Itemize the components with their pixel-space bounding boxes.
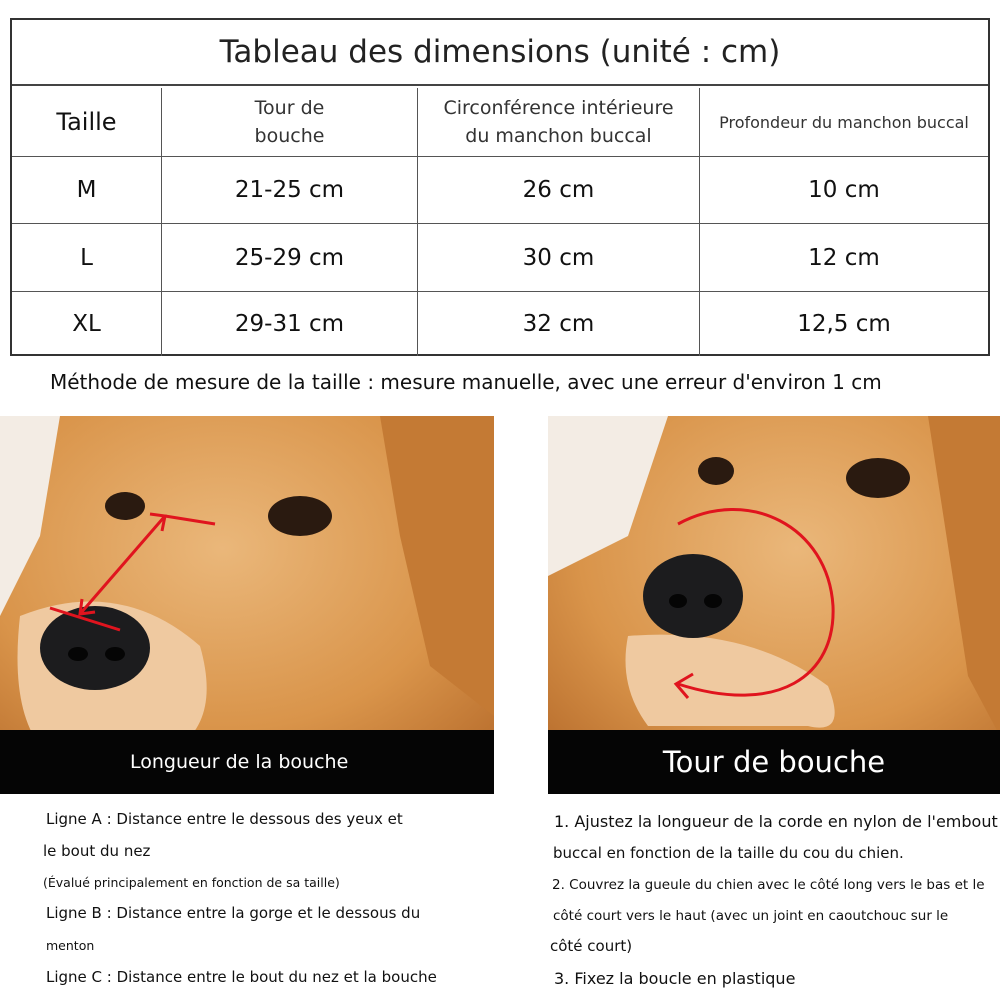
dog-eye-left [698, 457, 734, 485]
mouth-length-photo [0, 416, 494, 794]
instruction-step-1: 1. Ajustez la longueur de la corde en nylon de l'embout [554, 812, 998, 831]
circ-cell: 32 cm [418, 292, 700, 356]
dog-nose [40, 606, 150, 690]
instruction-line-c: Ligne C : Distance entre le bout du nez et la bouche [46, 968, 437, 986]
instruction-step-2-end: côté court) [550, 937, 633, 955]
dog-eye-right [846, 458, 910, 498]
dog-nose [643, 554, 743, 638]
header-size: Taille [12, 88, 162, 156]
instruction-step-2-cont: côté court vers le haut (avec un joint en caoutchouc sur le [553, 908, 949, 924]
table-row [12, 224, 988, 292]
instruction-step-1-cont: buccal en fonction de la taille du cou du chien. [553, 844, 904, 862]
circ-cell: 26 cm [418, 157, 700, 223]
table-row [12, 157, 988, 224]
header-mouth [162, 88, 418, 156]
table-header-row [12, 88, 988, 157]
caption-mouth-length: Longueur de la bouche [0, 730, 494, 794]
caption-mouth-circumference: Tour de bouche [548, 730, 1000, 794]
instruction-line-a: Ligne A : Distance entre le dessous des yeux et [46, 810, 403, 828]
size-cell: L [12, 224, 162, 291]
mouth-circumference-photo [548, 416, 1000, 794]
size-cell: XL [12, 292, 162, 356]
depth-cell: 12 cm [808, 244, 880, 271]
header-mouth-line2: bouche [254, 125, 325, 147]
instruction-line-b: Ligne B : Distance entre la gorge et le dessous du [46, 904, 421, 922]
header-circ-line2: du manchon buccal [465, 125, 652, 147]
header-circ-line1: Circonférence intérieure [443, 97, 674, 119]
instruction-line-a-note: (Évalué principalement en fonction de sa taille) [43, 875, 340, 890]
instruction-step-3: 3. Fixez la boucle en plastique [554, 969, 796, 988]
table-row [12, 292, 988, 356]
dog-eye-left [105, 492, 145, 520]
measurement-method-note: Méthode de mesure de la taille : mesure manuelle, avec une erreur d'environ 1 cm [50, 370, 882, 394]
size-cell: M [12, 157, 162, 223]
depth-cell: 12,5 cm [797, 311, 891, 337]
header-mouth-line1: Tour de [254, 97, 325, 119]
instruction-line-a-cont: le bout du nez [43, 842, 151, 860]
circ-cell: 30 cm [418, 224, 700, 291]
depth-cell: 10 cm [808, 177, 880, 203]
mouth-cell: 21-25 cm [162, 157, 418, 223]
size-table [10, 18, 990, 356]
dog-eye-right [268, 496, 332, 536]
instruction-line-b-cont: menton [46, 938, 95, 953]
mouth-cell: 25-29 cm [162, 224, 418, 291]
table-grid [12, 88, 988, 356]
header-depth: Profondeur du manchon buccal [719, 112, 969, 132]
mouth-cell: 29-31 cm [162, 292, 418, 356]
instruction-step-2: 2. Couvrez la gueule du chien avec le côté long vers le bas et le [552, 877, 985, 893]
header-circumference [418, 88, 700, 156]
table-title: Tableau des dimensions (unité : cm) [12, 20, 988, 86]
